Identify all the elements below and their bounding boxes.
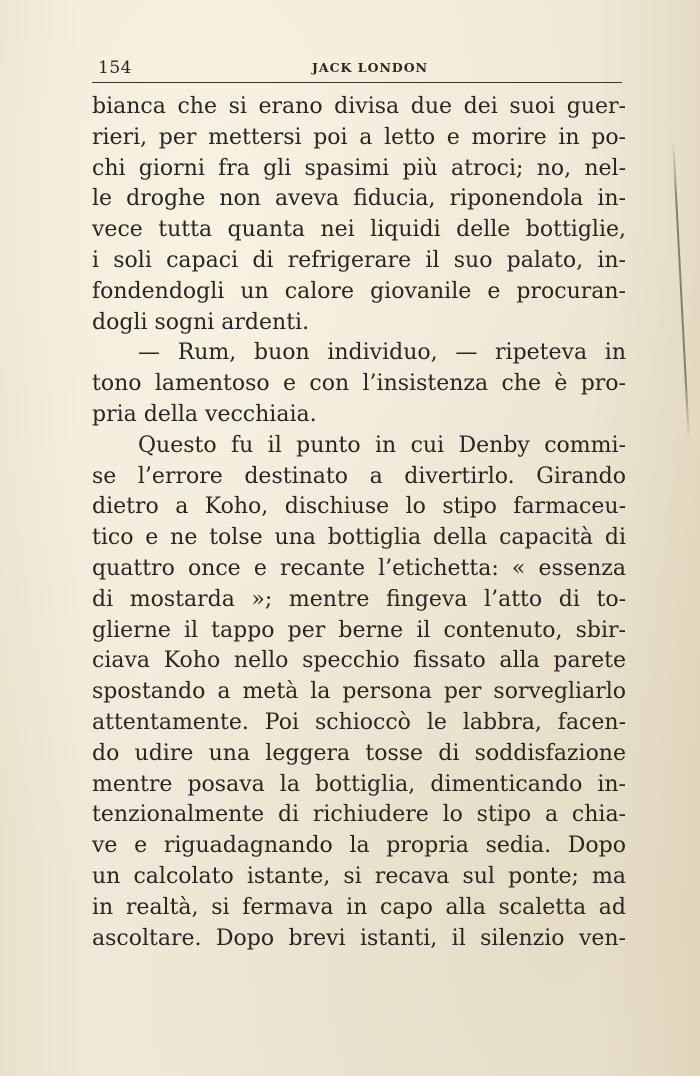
text-line: mentre posava la bottiglia, dimenticando in- [92,771,626,797]
text-line: tico e ne tolse una bottiglia della capacità di [92,525,626,551]
text-line: ciava Koho nello specchio fissato alla parete [92,648,626,674]
text-line: di mostarda »; mentre fingeva l’atto di to- [92,586,626,612]
text-line: glierne il tappo per berne il contenuto, sbir- [92,617,626,643]
text-line: chi giorni fra gli spasimi più atroci; no, nel- [92,155,626,181]
text-line: fondendogli un calore giovanile e procuran- [92,278,626,304]
text-line: tono lamentoso e con l’insistenza che è pro- [92,371,626,397]
text-line: ve e riguadagnando la propria sedia. Dopo [92,833,626,859]
text-line: quattro once e recante l’etichetta: « essenza [92,555,626,581]
text-line: tenzionalmente di richiudere lo stipo a chia- [92,802,626,828]
text-line: do udire una leggera tosse di soddisfazione [92,740,626,766]
text-line: se l’errore destinato a divertirlo. Girando [92,463,626,489]
running-title: JACK LONDON [312,60,429,75]
body-text [92,92,626,954]
text-line: pria della vecchiaia. [92,401,317,427]
text-line: rieri, per mettersi poi a letto e morire in po- [92,124,626,150]
text-line: ascoltare. Dopo brevi istanti, il silenzio ven- [92,925,626,951]
text-line: in realtà, si fermava in capo alla scaletta ad [92,894,626,920]
page-edge-mark [672,140,690,440]
text-line: — Rum, buon individuo, — ripeteva in [138,340,626,366]
text-line: spostando a metà la persona per sorvegliarlo [92,679,626,705]
text-line: bianca che si erano divisa due dei suoi guer- [92,94,626,119]
text-line: un calcolato istante, si recava sul ponte; ma [92,863,626,889]
text-line: i soli capaci di refrigerare il suo palato, in- [92,247,626,273]
text-line: dietro a Koho, dischiuse lo stipo farmaceu- [92,494,626,520]
text-line: vece tutta quanta nei liquidi delle bottiglie, [92,217,626,243]
running-head [92,56,622,80]
page-number: 154 [98,58,132,78]
text-line: Questo fu il punto in cui Denby commi- [138,432,626,458]
header-rule [92,82,622,83]
text-line: dogli sogni ardenti. [92,309,310,335]
text-line: attentamente. Poi schioccò le labbra, facen- [92,709,626,735]
text-line: le droghe non aveva fiducia, riponendola in- [92,186,626,212]
